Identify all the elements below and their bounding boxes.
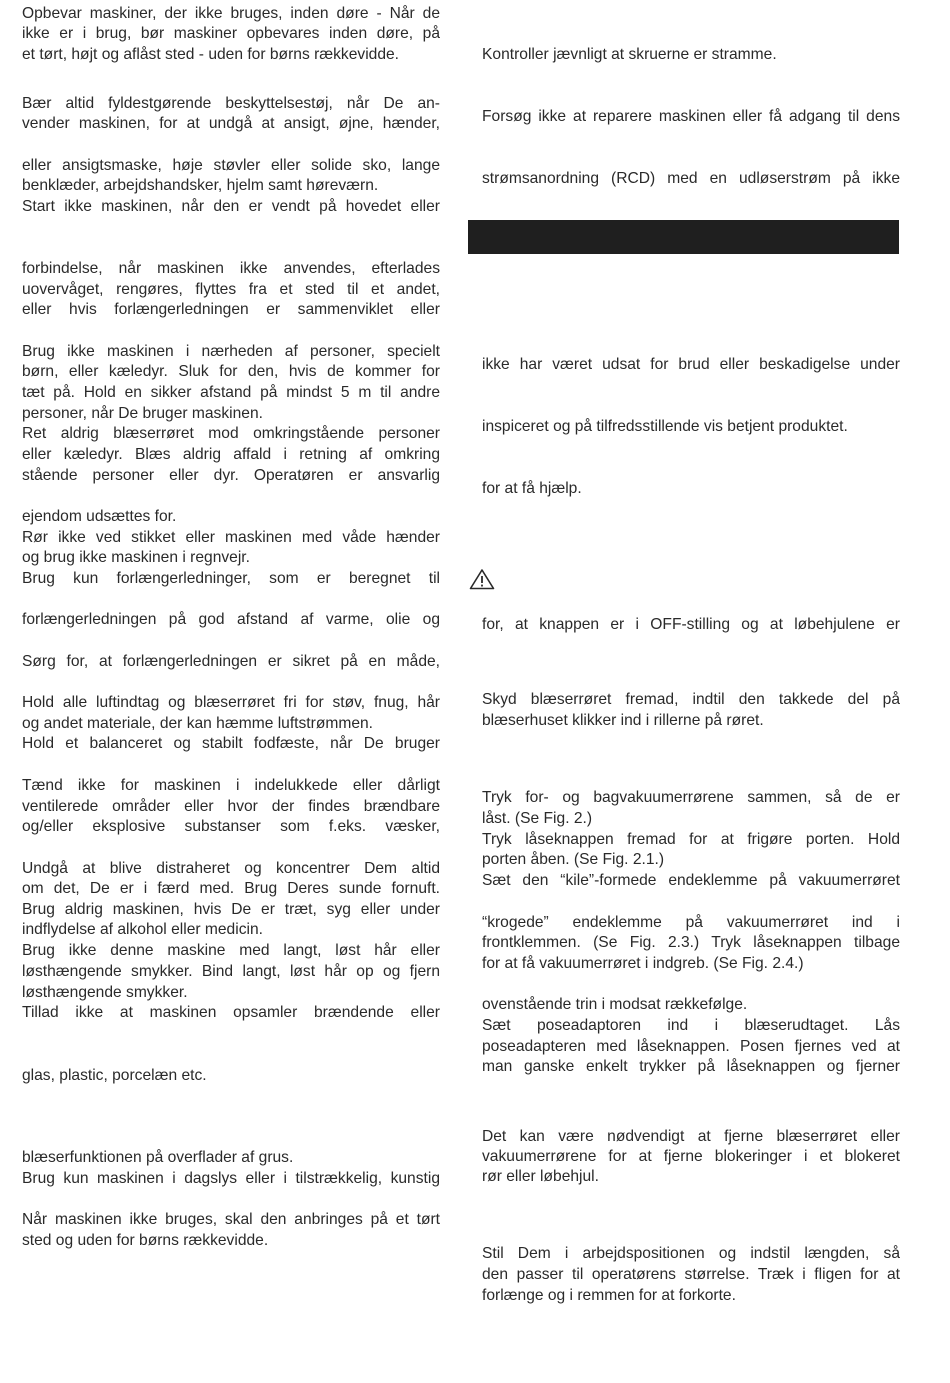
warning-triangle-icon — [469, 568, 495, 590]
text-line: låst. (Se Fig. 2.) — [482, 810, 593, 827]
text-line: ikke har været udsat for brud eller beskadigelse under — [482, 356, 900, 373]
text-line: og brug ikke maskinen i regnvejr. — [22, 549, 250, 566]
section-heading-bar — [468, 220, 899, 254]
text-line: den passer til operatørens størrelse. Træk i fligen for at — [482, 1266, 900, 1283]
text-line: Sørg for, at forlængerledningen er sikret på en måde, — [22, 653, 440, 670]
text-line: Kontroller jævnligt at skruerne er stramme. — [482, 46, 777, 63]
text-line: Opbevar maskiner, der ikke bruges, inden døre - Når de — [22, 5, 440, 22]
text-line: Hold alle luftindtag og blæserrøret fri for støv, fnug, hår — [22, 694, 440, 711]
text-line: benklæder, arbejdshandsker, hjelm samt høreværn. — [22, 177, 379, 194]
text-line: Brug kun forlængerledninger, som er beregnet til — [22, 570, 440, 587]
text-line: frontklemmen. (Se Fig. 2.3.) Tryk låseknappen tilbage — [482, 934, 900, 951]
text-line: Det kan være nødvendigt at fjerne blæserrøret eller — [482, 1128, 900, 1145]
text-line: blæserhuset klikker ind i rillerne på røret. — [482, 712, 764, 729]
text-line: Tryk for- og bagvakuumerrørene sammen, så de er — [482, 789, 900, 806]
text-line: poseadapteren med låseknappen. Posen fjernes ved at — [482, 1038, 900, 1055]
text-line: tæt på. Hold en sikker afstand på mindst 5 m til andre — [22, 384, 440, 401]
text-line: for at få hjælp. — [482, 480, 582, 497]
text-line: Forsøg ikke at reparere maskinen eller få adgang til dens — [482, 108, 900, 125]
text-line: rør eller løbehjul. — [482, 1168, 599, 1185]
text-line: blæserfunktionen på overflader af grus. — [22, 1149, 294, 1166]
text-line: eller hvis forlængerledningen er sammenviklet eller — [22, 301, 440, 318]
text-line: strømsanordning (RCD) med en udløserstrøm på ikke — [482, 170, 900, 187]
text-line: Tryk låseknappen fremad for at frigøre porten. Hold — [482, 831, 900, 848]
text-line: Brug ikke maskinen i nærheden af personer, specielt — [22, 343, 440, 360]
text-line: Bær altid fyldestgørende beskyttelsestøj, når De an- — [22, 95, 440, 112]
text-line: indflydelse af alkohol eller medicin. — [22, 921, 263, 938]
text-line: ikke er i brug, bør maskiner opbevares inden døre, på — [22, 25, 440, 42]
text-line: personer, når De bruger maskinen. — [22, 405, 263, 422]
text-line: “krogede” endeklemme på vakuumerrøret ind i — [482, 914, 900, 931]
text-line: et tørt, højt og aflåst sted - uden for børns rækkevidde. — [22, 46, 400, 63]
text-line: løsthængende smykker. Bind langt, løst hår op og fjern — [22, 963, 440, 980]
text-line: og/eller eksplosive substanser som f.eks. væsker, — [22, 818, 440, 835]
text-line: for, at knappen er i OFF-stilling og at løbehjulene er — [482, 616, 900, 633]
text-line: Brug kun maskinen i dagslys eller i tilstrækkelig, kunstig — [22, 1170, 440, 1187]
text-line: porten åben. (Se Fig. 2.1.) — [482, 851, 665, 868]
text-line: glas, plastic, porcelæn etc. — [22, 1067, 207, 1084]
text-line: ovenstående trin i modsat rækkefølge. — [482, 996, 748, 1013]
text-line: Brug ikke denne maskine med langt, løst hår eller — [22, 942, 440, 959]
text-line: ejendom udsættes for. — [22, 508, 177, 525]
text-line: ventilerede områder eller hvor der findes brændbare — [22, 798, 440, 815]
text-line: forlængerledningen på god afstand af varme, olie og — [22, 611, 440, 628]
text-line: Når maskinen ikke bruges, skal den anbringes på et tørt — [22, 1211, 440, 1228]
text-line: inspiceret og på tilfredsstillende vis betjent produktet. — [482, 418, 848, 435]
text-line: Hold et balanceret og stabilt fodfæste, når De bruger — [22, 735, 440, 752]
text-line: uovervåget, rengøres, flyttes fra et sted til et andet, — [22, 281, 440, 298]
text-line: man ganske enkelt trykker på låseknappen og fjerner — [482, 1058, 900, 1075]
text-line: forbindelse, når maskinen ikke anvendes, efterlades — [22, 260, 440, 277]
text-line: børn, eller kæledyr. Sluk for den, hvis de kommer for — [22, 363, 440, 380]
text-line: Sæt den “kile”-formede endeklemme på vakuumerrøret — [482, 872, 900, 889]
text-line: Tillad ikke at maskinen opsamler brændende eller — [22, 1004, 440, 1021]
text-line: Tænd ikke for maskinen i indelukkede eller dårligt — [22, 777, 440, 794]
text-line: vakuumerrørene for at fjerne blokeringer i et blokeret — [482, 1148, 900, 1165]
text-line: eller kæledyr. Blæs aldrig affald i retning af omkring — [22, 446, 440, 463]
text-line: og andet materiale, der kan hæmme luftstrømmen. — [22, 715, 374, 732]
text-line: sted og uden for børns rækkevidde. — [22, 1232, 269, 1249]
text-line: eller ansigtsmaske, høje støvler eller solide sko, lange — [22, 157, 440, 174]
text-line: Rør ikke ved stikket eller maskinen med våde hænder — [22, 529, 440, 546]
text-line: Skyd blæserrøret fremad, indtil den takkede del på — [482, 691, 900, 708]
text-line: stående personer eller dyr. Operatøren er ansvarlig — [22, 467, 440, 484]
text-line: vender maskinen, for at undgå at ansigt, øjne, hænder, — [22, 115, 440, 132]
text-line: Stil Dem i arbejdspositionen og indstil længden, så — [482, 1245, 900, 1262]
text-line: Brug aldrig maskinen, hvis De er træt, syg eller under — [22, 901, 440, 918]
text-line: løsthængende smykker. — [22, 984, 188, 1001]
text-line: for at få vakuumerrøret i indgreb. (Se Fig. 2.4.) — [482, 955, 804, 972]
text-line: Ret aldrig blæserrøret mod omkringstående personer — [22, 425, 440, 442]
text-line: Start ikke maskinen, når den er vendt på hovedet eller — [22, 198, 440, 215]
text-line: forlænge og i remmen for at forkorte. — [482, 1287, 736, 1304]
text-line: Sæt poseadaptoren ind i blæserudtaget. Lås — [482, 1017, 900, 1034]
text-line: om det, De er i færd med. Brug Deres sunde fornuft. — [22, 880, 440, 897]
text-line: Undgå at blive distraheret og koncentrer Dem altid — [22, 860, 440, 877]
